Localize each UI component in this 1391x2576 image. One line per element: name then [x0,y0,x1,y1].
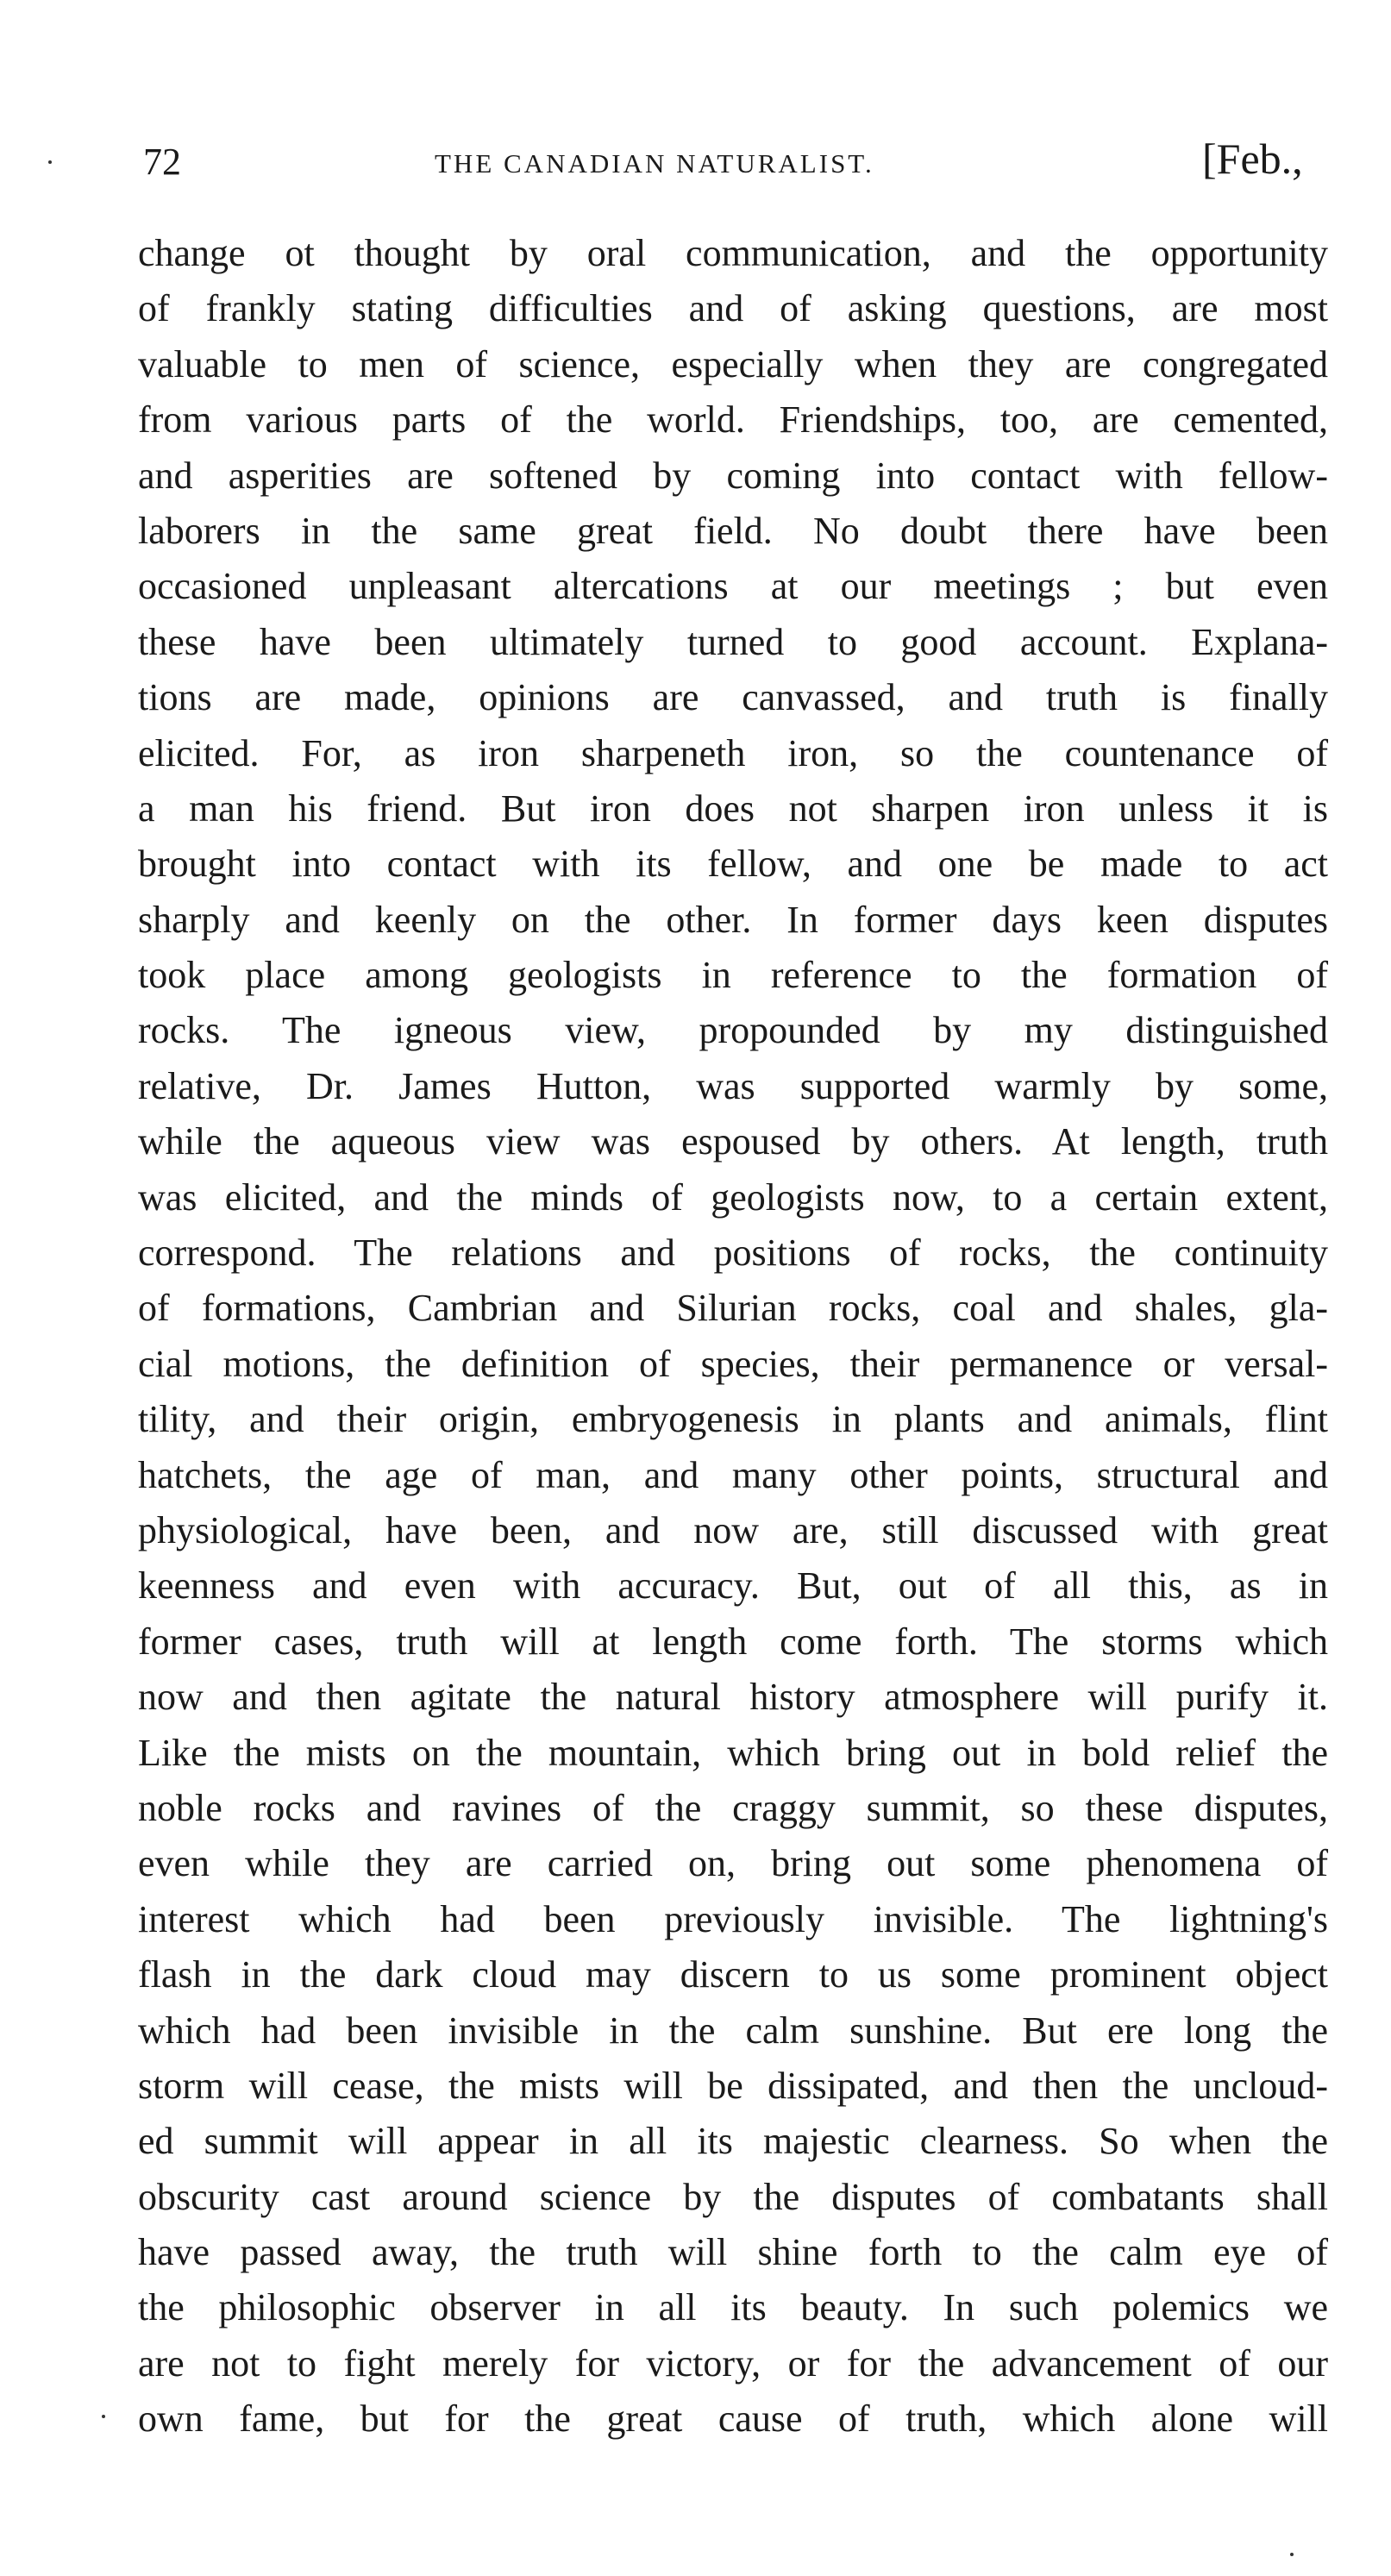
text-line: rocks. The igneous view, propounded by my distinguished [138,1009,1328,1052]
text-line: flash in the dark cloud may discern to us some prominent object [138,1953,1328,1996]
text-line: was elicited, and the minds of geologists now, to a certain extent, [138,1175,1328,1219]
text-line: elicited. For, as iron sharpeneth iron, so the countenance of [138,731,1328,774]
page-number: 72 [143,141,181,183]
text-line: while the aqueous view was espoused by others. At length, truth [138,1120,1328,1163]
text-line: Like the mists on the mountain, which bring out in bold relief the [138,1731,1328,1774]
text-line: have passed away, the truth will shine forth to the calm eye of [138,2231,1328,2274]
text-line: brought into contact with its fellow, and one be made to act [138,843,1328,886]
print-speck [48,160,52,164]
text-line: valuable to men of science, especially when they are congregated [138,342,1328,385]
text-line: laborers in the same great field. No doubt there have been [138,509,1328,552]
text-line: storm will cease, the mists will be dissipated, and then the uncloud- [138,2064,1328,2107]
text-line: noble rocks and ravines of the craggy summit, so these disputes, [138,1786,1328,1829]
text-line: change ot thought by oral communication, and the opportunity [138,232,1328,274]
text-line: hatchets, the age of man, and many other points, structural and [138,1453,1328,1496]
text-line: keenness and even with accuracy. But, out of all this, as in [138,1564,1328,1608]
body-text [138,226,1328,2448]
running-head [128,136,1335,188]
text-line: cial motions, the definition of species, their permanence or versal- [138,1342,1328,1385]
print-speck [102,2415,105,2418]
text-line: relative, Dr. James Hutton, was supported warmly by some, [138,1064,1328,1107]
text-line: these have been ultimately turned to good account. Explana- [138,620,1328,663]
text-line: are not to fight merely for victory, or for the advancement of our [138,2341,1328,2385]
text-line: now and then agitate the natural history atmosphere will purify it. [138,1676,1328,1719]
print-speck [1290,2553,1294,2556]
text-line: which had been invisible in the calm sunshine. But ere long the [138,2009,1328,2052]
text-line: own fame, but for the great cause of truth, which alone will [138,2397,1328,2441]
text-line: of frankly stating difficulties and of asking questions, are most [138,287,1328,330]
text-line: from various parts of the world. Friendships, too, are cemented, [138,398,1328,442]
text-line: ed summit will appear in all its majestic clearness. So when the [138,2120,1328,2163]
text-line: interest which had been previously invisible. The lightning's [138,1897,1328,1940]
text-line: tility, and their origin, embryogenesis in plants and animals, flint [138,1398,1328,1441]
text-line: physiological, have been, and now are, still discussed with great [138,1508,1328,1551]
text-line: former cases, truth will at length come forth. The storms which [138,1620,1328,1663]
text-line: the philosophic observer in all its beauty. In such polemics we [138,2286,1328,2329]
text-line: correspond. The relations and positions of rocks, the continuity [138,1232,1328,1275]
text-line: occasioned unpleasant altercations at our meetings ; but even [138,565,1328,608]
text-line: a man his friend. But iron does not sharpen iron unless it is [138,787,1328,830]
text-line: obscurity cast around science by the disputes of combatants shall [138,2175,1328,2218]
journal-title: THE CANADIAN NATURALIST. [435,148,874,179]
text-line: sharply and keenly on the other. In former days keen disputes [138,898,1328,941]
text-line: tions are made, opinions are canvassed, and truth is finally [138,676,1328,719]
text-line: even while they are carried on, bring out some phenomena of [138,1842,1328,1885]
text-line: and asperities are softened by coming into contact with fellow- [138,454,1328,497]
text-line: of formations, Cambrian and Silurian rocks, coal and shales, gla- [138,1287,1328,1330]
text-line: took place among geologists in reference to the formation of [138,954,1328,997]
issue-mark: [Feb., [1202,135,1303,183]
